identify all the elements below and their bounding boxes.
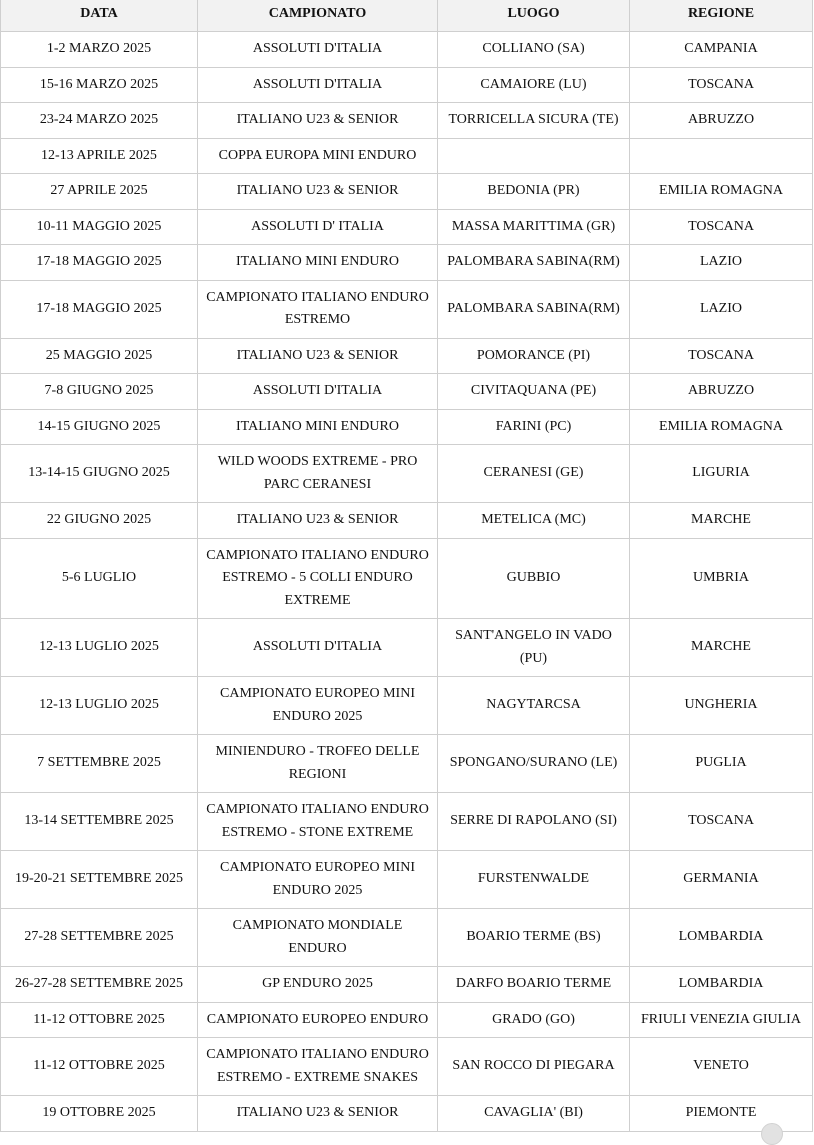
- cell-regione: PIEMONTE: [630, 1096, 813, 1132]
- cell-data: 26-27-28 SETTEMBRE 2025: [1, 967, 198, 1003]
- table-row: [1, 338, 813, 374]
- cell-data: 27-28 SETTEMBRE 2025: [1, 909, 198, 967]
- cell-data: 15-16 MARZO 2025: [1, 67, 198, 103]
- table-row: [1, 445, 813, 503]
- table-row: [1, 374, 813, 410]
- cell-luogo: SANT'ANGELO IN VADO (PU): [438, 619, 630, 677]
- column-header-regione: REGIONE: [630, 0, 813, 32]
- cell-data: 14-15 GIUGNO 2025: [1, 409, 198, 445]
- cell-data: 19-20-21 SETTEMBRE 2025: [1, 851, 198, 909]
- cell-luogo: PALOMBARA SABINA(RM): [438, 245, 630, 281]
- cell-campionato: ITALIANO U23 & SENIOR: [198, 103, 438, 139]
- cell-regione: TOSCANA: [630, 209, 813, 245]
- cell-regione: UNGHERIA: [630, 677, 813, 735]
- cell-regione: VENETO: [630, 1038, 813, 1096]
- cell-luogo: PALOMBARA SABINA(RM): [438, 280, 630, 338]
- cell-campionato: CAMPIONATO EUROPEO MINI ENDURO 2025: [198, 851, 438, 909]
- cell-regione: MARCHE: [630, 619, 813, 677]
- cell-luogo: SERRE DI RAPOLANO (SI): [438, 793, 630, 851]
- cell-campionato: ASSOLUTI D'ITALIA: [198, 32, 438, 68]
- cell-luogo: CIVITAQUANA (PE): [438, 374, 630, 410]
- cell-luogo: METELICA (MC): [438, 503, 630, 539]
- cell-data: 10-11 MAGGIO 2025: [1, 209, 198, 245]
- cell-regione: CAMPANIA: [630, 32, 813, 68]
- cell-luogo: GUBBIO: [438, 538, 630, 619]
- table-row: [1, 538, 813, 619]
- cell-regione: LOMBARDIA: [630, 909, 813, 967]
- table-header-row: [1, 0, 813, 32]
- table-row: [1, 1002, 813, 1038]
- table-row: [1, 1038, 813, 1096]
- cell-data: 19 OTTOBRE 2025: [1, 1096, 198, 1132]
- table-row: [1, 735, 813, 793]
- cell-regione: UMBRIA: [630, 538, 813, 619]
- cell-campionato: ITALIANO MINI ENDURO: [198, 409, 438, 445]
- cell-campionato: CAMPIONATO EUROPEO ENDURO: [198, 1002, 438, 1038]
- cell-regione: LOMBARDIA: [630, 967, 813, 1003]
- cell-luogo: FARINI (PC): [438, 409, 630, 445]
- cell-regione: MARCHE: [630, 503, 813, 539]
- cell-data: 23-24 MARZO 2025: [1, 103, 198, 139]
- table-row: [1, 209, 813, 245]
- table-row: [1, 851, 813, 909]
- cell-luogo: POMORANCE (PI): [438, 338, 630, 374]
- cell-data: 12-13 APRILE 2025: [1, 138, 198, 174]
- cell-campionato: GP ENDURO 2025: [198, 967, 438, 1003]
- cell-luogo: BEDONIA (PR): [438, 174, 630, 210]
- cell-campionato: COPPA EUROPA MINI ENDURO: [198, 138, 438, 174]
- cell-campionato: MINIENDURO - TROFEO DELLE REGIONI: [198, 735, 438, 793]
- table-row: [1, 103, 813, 139]
- cell-luogo: GRADO (GO): [438, 1002, 630, 1038]
- cell-luogo: SAN ROCCO DI PIEGARA: [438, 1038, 630, 1096]
- cell-campionato: ITALIANO MINI ENDURO: [198, 245, 438, 281]
- cell-campionato: CAMPIONATO ITALIANO ENDURO ESTREMO - EXTREME SNAKES: [198, 1038, 438, 1096]
- cell-luogo: CERANESI (GE): [438, 445, 630, 503]
- cell-campionato: ITALIANO U23 & SENIOR: [198, 338, 438, 374]
- cell-campionato: ITALIANO U23 & SENIOR: [198, 503, 438, 539]
- table-row: [1, 909, 813, 967]
- table-row: [1, 677, 813, 735]
- cell-data: 12-13 LUGLIO 2025: [1, 619, 198, 677]
- cell-regione: LIGURIA: [630, 445, 813, 503]
- cell-regione: EMILIA ROMAGNA: [630, 174, 813, 210]
- table-row: [1, 967, 813, 1003]
- cell-campionato: ASSOLUTI D'ITALIA: [198, 374, 438, 410]
- table-row: [1, 409, 813, 445]
- table-row: [1, 32, 813, 68]
- cell-data: 7-8 GIUGNO 2025: [1, 374, 198, 410]
- table-row: [1, 793, 813, 851]
- cell-luogo: DARFO BOARIO TERME: [438, 967, 630, 1003]
- table-row: [1, 619, 813, 677]
- table-row: [1, 1096, 813, 1132]
- cell-campionato: CAMPIONATO ITALIANO ENDURO ESTREMO - STONE EXTREME: [198, 793, 438, 851]
- cell-campionato: ITALIANO U23 & SENIOR: [198, 1096, 438, 1132]
- cell-luogo: FURSTENWALDE: [438, 851, 630, 909]
- cell-campionato: CAMPIONATO MONDIALE ENDURO: [198, 909, 438, 967]
- cell-campionato: ASSOLUTI D'ITALIA: [198, 67, 438, 103]
- cell-luogo: NAGYTARCSA: [438, 677, 630, 735]
- cell-luogo: CAMAIORE (LU): [438, 67, 630, 103]
- cell-regione: LAZIO: [630, 280, 813, 338]
- cell-luogo: MASSA MARITTIMA (GR): [438, 209, 630, 245]
- column-header-campionato: CAMPIONATO: [198, 0, 438, 32]
- column-header-data: DATA: [1, 0, 198, 32]
- cell-regione: ABRUZZO: [630, 374, 813, 410]
- table-body: [1, 32, 813, 1132]
- cell-luogo: BOARIO TERME (BS): [438, 909, 630, 967]
- cell-data: 22 GIUGNO 2025: [1, 503, 198, 539]
- cell-data: 27 APRILE 2025: [1, 174, 198, 210]
- cell-data: 7 SETTEMBRE 2025: [1, 735, 198, 793]
- cell-luogo: CAVAGLIA' (BI): [438, 1096, 630, 1132]
- cell-regione: LAZIO: [630, 245, 813, 281]
- cell-regione: EMILIA ROMAGNA: [630, 409, 813, 445]
- table-row: [1, 245, 813, 281]
- cell-data: 13-14-15 GIUGNO 2025: [1, 445, 198, 503]
- cell-regione: [630, 138, 813, 174]
- table-row: [1, 174, 813, 210]
- cell-regione: FRIULI VENEZIA GIULIA: [630, 1002, 813, 1038]
- cell-data: 17-18 MAGGIO 2025: [1, 245, 198, 281]
- table-row: [1, 503, 813, 539]
- cell-luogo: [438, 138, 630, 174]
- cell-data: 11-12 OTTOBRE 2025: [1, 1038, 198, 1096]
- cell-data: 12-13 LUGLIO 2025: [1, 677, 198, 735]
- cell-regione: TOSCANA: [630, 67, 813, 103]
- cell-luogo: SPONGANO/SURANO (LE): [438, 735, 630, 793]
- cell-regione: PUGLIA: [630, 735, 813, 793]
- cell-regione: TOSCANA: [630, 338, 813, 374]
- cell-data: 25 MAGGIO 2025: [1, 338, 198, 374]
- cell-campionato: ASSOLUTI D'ITALIA: [198, 619, 438, 677]
- cell-regione: ABRUZZO: [630, 103, 813, 139]
- cell-luogo: TORRICELLA SICURA (TE): [438, 103, 630, 139]
- table-row: [1, 280, 813, 338]
- cell-data: 13-14 SETTEMBRE 2025: [1, 793, 198, 851]
- cell-regione: TOSCANA: [630, 793, 813, 851]
- cell-campionato: CAMPIONATO ITALIANO ENDURO ESTREMO - 5 COLLI ENDURO EXTREME: [198, 538, 438, 619]
- column-header-luogo: LUOGO: [438, 0, 630, 32]
- table-row: [1, 67, 813, 103]
- table-row: [1, 138, 813, 174]
- cell-campionato: WILD WOODS EXTREME - PRO PARC CERANESI: [198, 445, 438, 503]
- cell-campionato: ITALIANO U23 & SENIOR: [198, 174, 438, 210]
- cell-data: 11-12 OTTOBRE 2025: [1, 1002, 198, 1038]
- cell-campionato: CAMPIONATO EUROPEO MINI ENDURO 2025: [198, 677, 438, 735]
- cell-regione: GERMANIA: [630, 851, 813, 909]
- cell-data: 1-2 MARZO 2025: [1, 32, 198, 68]
- scroll-indicator-bottom: [761, 1123, 783, 1145]
- cell-campionato: CAMPIONATO ITALIANO ENDURO ESTREMO: [198, 280, 438, 338]
- cell-luogo: COLLIANO (SA): [438, 32, 630, 68]
- cell-campionato: ASSOLUTI D' ITALIA: [198, 209, 438, 245]
- cell-data: 5-6 LUGLIO: [1, 538, 198, 619]
- cell-data: 17-18 MAGGIO 2025: [1, 280, 198, 338]
